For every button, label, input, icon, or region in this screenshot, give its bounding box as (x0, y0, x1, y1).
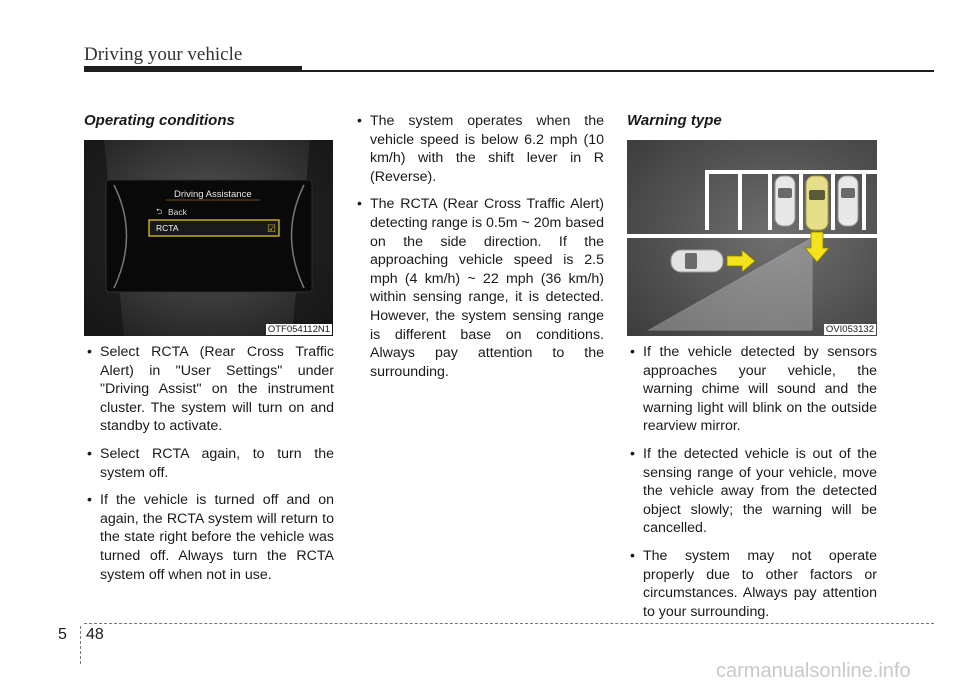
header-rule-thick (84, 66, 302, 72)
footer-divider (84, 623, 934, 624)
screen-rcta-item: RCTA (156, 223, 179, 233)
figure-code-left: OTF054112N1 (267, 324, 330, 335)
page-header-title: Driving your vehicle (84, 44, 243, 65)
figure-code-right: OVI053132 (825, 324, 874, 335)
right-column-text (627, 343, 877, 630)
chapter-number: 5 (58, 626, 67, 643)
list-item: • The system operates when the vehicle speed is below 6.2 mph (10 km/h) with the shift lever in R (Reverse). (354, 112, 604, 186)
back-arrow-icon: ⮌ (156, 207, 163, 216)
page-number: 48 (86, 626, 104, 643)
parking-lot-illustration (627, 140, 877, 336)
screen-title: Driving Assistance (174, 189, 252, 200)
middle-bullet-list (354, 112, 604, 381)
middle-column-text (354, 112, 604, 390)
list-item: • Select RCTA (Rear Cross Traffic Alert) in "User Settings" under "Driving Assist" on the instrument cluster. The system will turn on and standby to activate. (84, 343, 334, 436)
cluster-screen-illustration (84, 140, 333, 336)
right-bullet-list (627, 343, 877, 621)
checkbox-checked-icon: ☑ (267, 224, 276, 235)
warning-type-heading: Warning type (627, 112, 722, 129)
operating-conditions-heading: Operating conditions (84, 112, 235, 129)
list-item: • If the vehicle is turned off and on again, the RCTA system will return to the state right before the vehicle was turned off. Always turn the RCTA system off when not in use. (84, 491, 334, 584)
header-rule-thin (302, 70, 934, 72)
footer-vertical-divider (80, 626, 81, 664)
parking-lot-figure (627, 140, 877, 336)
list-item: • If the detected vehicle is out of the sensing range of your vehicle, move the vehicle away from the detected object slowly; the warning will be cancelled. (627, 445, 877, 538)
left-bullet-list (84, 343, 334, 584)
watermark: carmanualsonline.info (716, 660, 911, 682)
list-item: • If the vehicle detected by sensors approaches your vehicle, the warning chime will sound and the warning light will blink on the outside rearview mirror. (627, 343, 877, 436)
screen-back-label: Back (168, 207, 187, 217)
left-column-text (84, 343, 334, 593)
list-item: • The RCTA (Rear Cross Traffic Alert) detecting range is 0.5m ~ 20m based on the side direction. If the approaching vehicle speed is 2.5 mph (4 km/h) ~ 22 mph (36 km/h) within sensing range, it is detected. However, the system sensing range is different base on conditions. Always pay attention to the surrounding. (354, 195, 604, 381)
list-item: • The system may not operate properly due to other factors or circumstances. Always pay attention to your surrounding. (627, 547, 877, 621)
cluster-settings-figure (84, 140, 333, 336)
list-item: • Select RCTA again, to turn the system off. (84, 445, 334, 482)
